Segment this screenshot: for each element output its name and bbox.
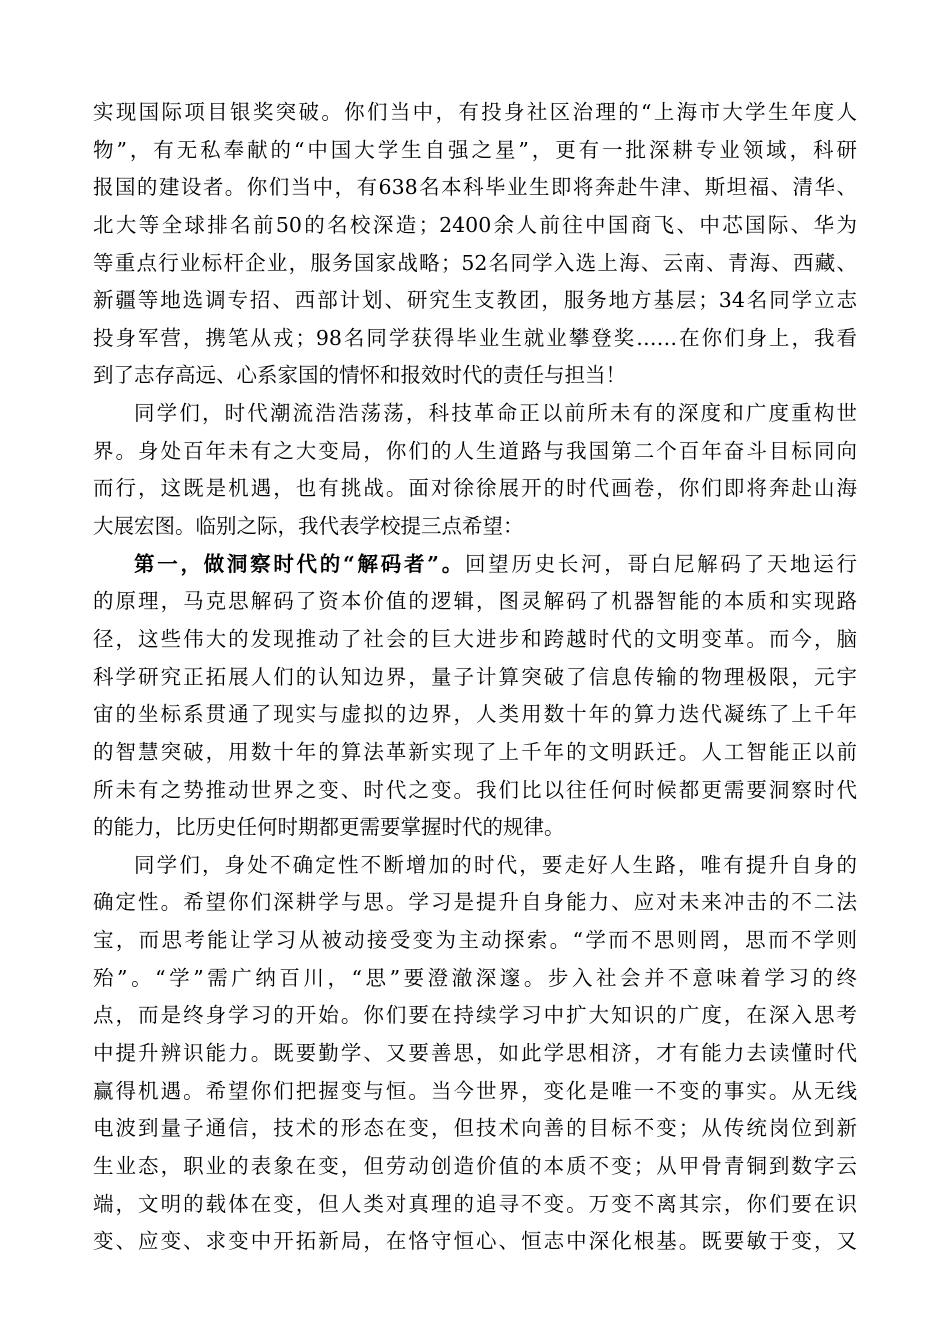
text-line: 到了志存高远、心系家国的情怀和报效时代的责任与担当！ (93, 363, 626, 388)
text-line: 中提升辨识能力。既要勤学、又要善思，如此学思相济，才有能力去读懂时代 (93, 1041, 857, 1066)
text-line: 科学研究正拓展人们的认知边界，量子计算突破了信息传输的物理极限，元宇 (93, 664, 857, 689)
text-line: 变、应变、求变中开拓新局，在恪守恒心、恒志中深化根基。既要敏于变，又 (93, 1229, 857, 1254)
text-line: 宙的坐标系贯通了现实与虚拟的边界，人类用数十年的算力迭代凝练了上千年 (93, 702, 857, 727)
text-line: 所未有之势推动世界之变、时代之变。我们比以往任何时候都更需要洞察时代 (93, 777, 857, 802)
text-line: 宝，而思考能让学习从被动接受变为主动探索。“学而不思则罔，思而不学则 (93, 928, 857, 953)
text-line: 点，而是终身学习的开始。你们要在持续学习中扩大知识的广度，在深入思考 (93, 1003, 857, 1028)
text-line: 而行，这既是机遇，也有挑战。面对徐徐展开的时代画卷，你们即将奔赴山海 (93, 476, 857, 501)
text-line: 电波到量子通信，技术的形态在变，但技术向善的目标不变；从传统岗位到新 (93, 1116, 857, 1141)
section-heading: 第一，做洞察时代的“解码者”。 (134, 551, 465, 576)
text-line: 生业态，职业的表象在变，但劳动创造价值的本质不变；从甲骨青铜到数字云 (93, 1153, 857, 1178)
text-line: 北大等全球排名前50的名校深造；2400余人前往中国商飞、中芯国际、华为 (93, 212, 857, 237)
text-span: 回望历史长河，哥白尼解码了天地运行 (464, 551, 858, 576)
text-line: 的原理，马克思解码了资本价值的逻辑，图灵解码了机器智能的本质和实现路 (93, 589, 857, 614)
text-line: 同学们，身处不确定性不断增加的时代，要走好人生路，唯有提升自身的 (134, 852, 857, 877)
text-line: 端，文明的载体在变，但人类对真理的追寻不变。万变不离其宗，你们要在识 (93, 1191, 857, 1216)
text-line: 等重点行业标杆企业，服务国家战略；52名同学入选上海、云南、青海、西藏、 (93, 250, 857, 275)
text-line: 大展宏图。临别之际，我代表学校提三点希望： (93, 514, 524, 539)
text-line: 赢得机遇。希望你们把握变与恒。当今世界，变化是唯一不变的事实。从无线 (93, 1078, 857, 1103)
text-line: 同学们，时代潮流浩浩荡荡，科技革命正以前所未有的深度和广度重构世 (134, 401, 857, 426)
text-line: 投身军营，携笔从戎；98名同学获得毕业生就业攀登奖……在你们身上，我看 (93, 325, 857, 350)
text-line: 新疆等地选调专招、西部计划、研究生支教团，服务地方基层；34名同学立志 (93, 288, 857, 313)
text-line: 报国的建设者。你们当中，有638名本科毕业生即将奔赴牛津、斯坦福、清华、 (93, 175, 857, 200)
text-line: 确定性。希望你们深耕学与思。学习是提升自身能力、应对未来冲击的不二法 (93, 890, 857, 915)
text-line: 的智慧突破，用数十年的算法革新实现了上千年的文明跃迁。人工智能正以前 (93, 739, 857, 764)
document-body (93, 94, 857, 1261)
text-line: 界。身处百年未有之大变局，你们的人生道路与我国第二个百年奋斗目标同向 (93, 438, 857, 463)
text-line: 的能力，比历史任何时期都更需要掌握时代的规律。 (93, 815, 565, 840)
text-line: 径，这些伟大的发现推动了社会的巨大进步和跨越时代的文明变革。而今，脑 (93, 626, 857, 651)
text-line (93, 546, 857, 584)
text-line: 物”，有无私奉献的“中国大学生自强之星”，更有一批深耕专业领域，科研 (93, 137, 857, 162)
text-line: 殆”。“学”需广纳百川，“思”要澄澈深邃。步入社会并不意味着学习的终 (93, 965, 857, 990)
text-line: 实现国际项目银奖突破。你们当中，有投身社区治理的“上海市大学生年度人 (93, 100, 857, 124)
